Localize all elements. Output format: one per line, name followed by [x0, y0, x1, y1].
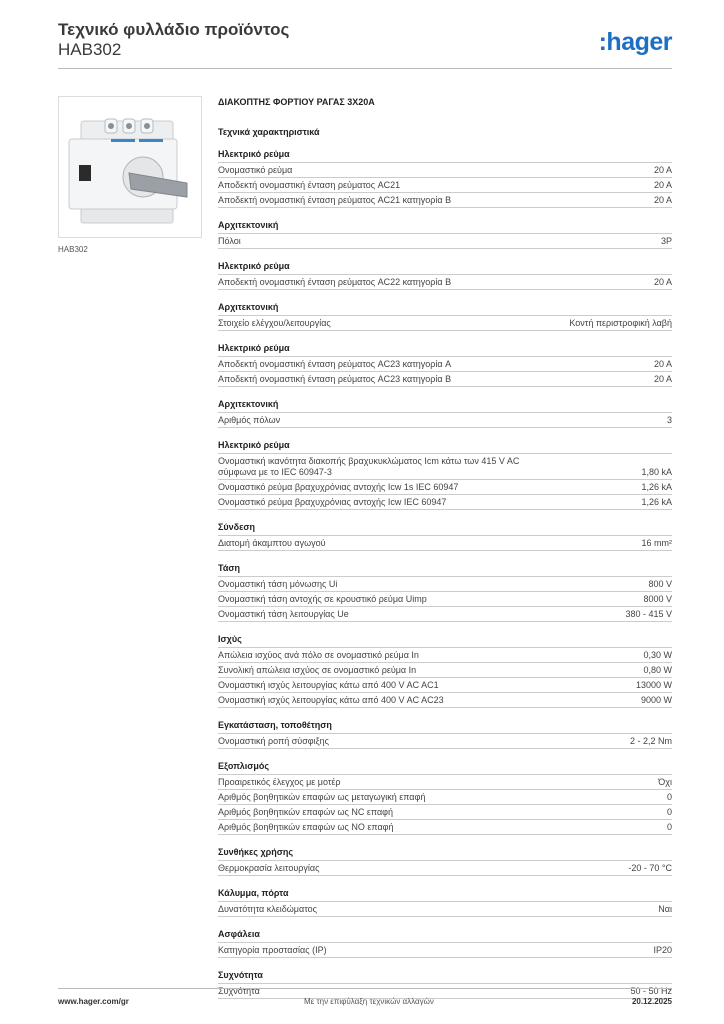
spec-row	[218, 413, 672, 428]
spec-label: Ονομαστική τάση λειτουργίας Ue	[218, 609, 349, 619]
document-title: Τεχνικό φυλλάδιο προϊόντος	[58, 20, 290, 39]
spec-label: Ονομαστική ισχύς λειτουργίας κάτω από 400 V AC AC23	[218, 695, 444, 705]
spec-value: 13000 W	[635, 680, 672, 690]
section-heading: Τεχνικά χαρακτηριστικά	[218, 127, 320, 137]
spec-label: Απώλεια ισχύος ανά πόλο σε ονομαστικό ρεύμα In	[218, 650, 419, 660]
spec-value: 9000 W	[640, 695, 672, 705]
product-code: HAB302	[58, 40, 122, 59]
spec-row	[218, 234, 672, 249]
spec-label: Ονομαστικό ρεύμα βραχυχρόνιας αντοχής Icw 1s IEC 60947	[218, 482, 459, 492]
spec-value: Κοντή περιστροφική λαβή	[569, 318, 672, 328]
spec-value: 1,80 kA	[641, 467, 672, 477]
spec-group-title: Ηλεκτρικό ρεύμα	[218, 149, 672, 163]
spec-label: Κατηγορία προστασίας (IP)	[218, 945, 327, 955]
spec-label: Συχνότητα	[218, 986, 260, 996]
spec-row	[218, 480, 672, 495]
spec-value: 20 A	[653, 374, 672, 384]
spec-value: 20 A	[653, 165, 672, 175]
spec-row	[218, 820, 672, 835]
spec-value: 50 - 50 Hz	[630, 986, 672, 996]
spec-group-title: Εγκατάσταση, τοποθέτηση	[218, 708, 672, 734]
spec-label: Αποδεκτή ονομαστική ένταση ρεύματος AC22 κατηγορία B	[218, 277, 452, 287]
spec-row	[218, 648, 672, 663]
spec-row	[218, 178, 672, 193]
spec-group-title: Αρχιτεκτονική	[218, 208, 672, 234]
spec-row	[218, 357, 672, 372]
hager-logo: :hager	[598, 28, 672, 56]
spec-value: 20 A	[653, 180, 672, 190]
footer-date: 20.12.2025	[631, 997, 672, 1006]
spec-row	[218, 536, 672, 551]
spec-label: Αριθμός πόλων	[218, 415, 281, 425]
spec-value: 800 V	[648, 579, 672, 589]
spec-value: 380 - 415 V	[625, 609, 672, 619]
spec-label: Αριθμός βοηθητικών επαφών ως NC επαφή	[218, 807, 393, 817]
image-caption: HAB302	[58, 245, 88, 254]
spec-value: 20 A	[653, 359, 672, 369]
spec-value: 0,80 W	[643, 665, 672, 675]
spec-row	[218, 902, 672, 917]
spec-row	[218, 193, 672, 208]
spec-row	[218, 861, 672, 876]
spec-label: Προαιρετικός έλεγχος με μοτέρ	[218, 777, 341, 787]
spec-group-title: Εξοπλισμός	[218, 749, 672, 775]
spec-label: Ονομαστική τάση μόνωσης Ui	[218, 579, 338, 589]
spec-group-title: Ηλεκτρικό ρεύμα	[218, 331, 672, 357]
spec-value: 16 mm²	[641, 538, 672, 548]
switch-illustration	[59, 97, 201, 237]
spec-value: 1,26 kA	[641, 497, 672, 507]
spec-value: 1,26 kA	[641, 482, 672, 492]
spec-label: Ονομαστική ισχύς λειτουργίας κάτω από 400 V AC AC1	[218, 680, 439, 690]
product-name: ΔΙΑΚΟΠΤΗΣ ΦΟΡΤΙΟΥ ΡΑΓΑΣ 3Χ20Α	[218, 97, 375, 107]
spec-label: Ονομαστική τάση αντοχής σε κρουστικό ρεύμα Uimp	[218, 594, 427, 604]
spec-value: 0,30 W	[643, 650, 672, 660]
spec-group-title: Ασφάλεια	[218, 917, 672, 943]
spec-group-title: Συχνότητα	[218, 958, 672, 984]
spec-group-title: Ισχύς	[218, 622, 672, 648]
spec-row	[218, 592, 672, 607]
spec-label: Ονομαστική ροπή σύσφιξης	[218, 736, 329, 746]
spec-group-title: Αρχιτεκτονική	[218, 387, 672, 413]
spec-label: Αποδεκτή ονομαστική ένταση ρεύματος AC23 κατηγορία A	[218, 359, 452, 369]
spec-value: Ναι	[658, 904, 672, 914]
spec-value: 0	[666, 807, 672, 817]
spec-group-title: Τάση	[218, 551, 672, 577]
spec-row	[218, 577, 672, 592]
spec-row	[218, 372, 672, 387]
spec-row	[218, 275, 672, 290]
spec-group-title: Ηλεκτρικό ρεύμα	[218, 428, 672, 454]
spec-label: Συνολική απώλεια ισχύος σε ονομαστικό ρεύμα In	[218, 665, 417, 675]
spec-value: 2 - 2,2 Nm	[629, 736, 672, 746]
spec-row	[218, 454, 672, 480]
spec-row	[218, 678, 672, 693]
product-image	[58, 96, 202, 238]
spec-row	[218, 607, 672, 622]
spec-row	[218, 693, 672, 708]
spec-row	[218, 734, 672, 749]
header-divider	[58, 68, 672, 69]
spec-group-title: Ηλεκτρικό ρεύμα	[218, 249, 672, 275]
spec-label: Ονομαστικό ρεύμα βραχυχρόνιας αντοχής Icw IEC 60947	[218, 497, 447, 507]
spec-groups	[218, 149, 672, 999]
spec-label: Αποδεκτή ονομαστική ένταση ρεύματος AC23 κατηγορία B	[218, 374, 452, 384]
spec-value: 20 A	[653, 195, 672, 205]
spec-row	[218, 943, 672, 958]
spec-row	[218, 495, 672, 510]
spec-label: Ονομαστική ικανότητα διακοπής βραχυκυκλώματος Icm κάτω των 415 V AC σύμφωνα με το IEC 60947-3	[218, 456, 520, 477]
spec-row	[218, 984, 672, 999]
spec-row	[218, 663, 672, 678]
spec-label: Δυνατότητα κλειδώματος	[218, 904, 317, 914]
specifications	[218, 97, 672, 999]
footer-note: Με την επιφύλαξη τεχνικών αλλαγών	[304, 997, 434, 1006]
spec-row	[218, 163, 672, 178]
spec-group-title: Σύνδεση	[218, 510, 672, 536]
spec-value: 0	[666, 792, 672, 802]
spec-label: Αποδεκτή ονομαστική ένταση ρεύματος AC21 κατηγορία B	[218, 195, 452, 205]
spec-value: 0	[666, 822, 672, 832]
spec-label: Στοιχείο ελέγχου/λειτουργίας	[218, 318, 331, 328]
spec-row	[218, 775, 672, 790]
spec-value: 20 A	[653, 277, 672, 287]
spec-group-title: Συνθήκες χρήσης	[218, 835, 672, 861]
spec-label: Πόλοι	[218, 236, 241, 246]
header	[58, 20, 289, 60]
spec-row	[218, 805, 672, 820]
footer-divider	[58, 988, 672, 989]
spec-label: Αριθμός βοηθητικών επαφών ως NO επαφή	[218, 822, 394, 832]
spec-label: Αποδεκτή ονομαστική ένταση ρεύματος AC21	[218, 180, 401, 190]
spec-value: 3P	[660, 236, 672, 246]
spec-value: IP20	[653, 945, 672, 955]
spec-label: Διατομή άκαμπτου αγωγού	[218, 538, 326, 548]
spec-row	[218, 790, 672, 805]
spec-group-title: Αρχιτεκτονική	[218, 290, 672, 316]
spec-label: Αριθμός βοηθητικών επαφών ως μεταγωγική επαφή	[218, 792, 426, 802]
footer-website: www.hager.com/gr	[58, 997, 129, 1006]
spec-value: 3	[666, 415, 672, 425]
spec-group-title: Κάλυμμα, πόρτα	[218, 876, 672, 902]
spec-row	[218, 316, 672, 331]
spec-value: 8000 V	[643, 594, 672, 604]
spec-value: -20 - 70 °C	[628, 863, 672, 873]
spec-label: Θερμοκρασία λειτουργίας	[218, 863, 320, 873]
spec-label: Ονομαστικό ρεύμα	[218, 165, 293, 175]
spec-value: Όχι	[658, 777, 672, 787]
